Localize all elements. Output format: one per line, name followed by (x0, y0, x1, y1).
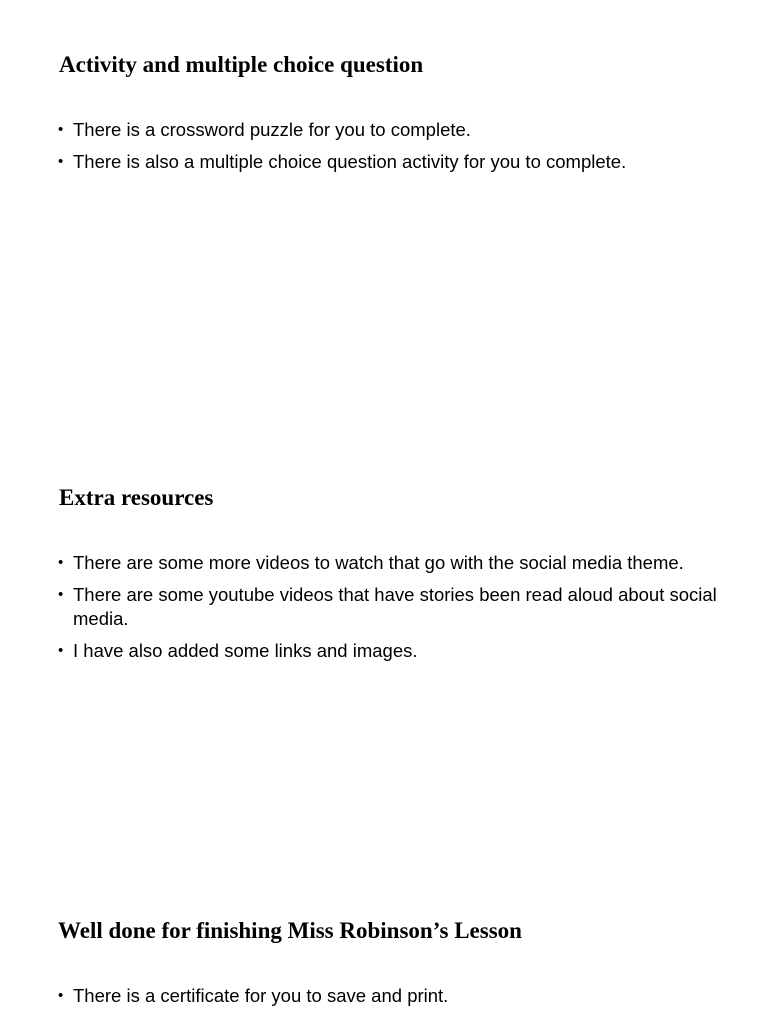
bullet-item (58, 984, 718, 1008)
bullet-item (58, 583, 718, 631)
bullet-icon: • (58, 554, 64, 571)
bullet-icon: • (58, 642, 64, 659)
bullet-text: There are some youtube videos that have stories been read aloud about social media. (73, 584, 717, 629)
bullet-item (58, 118, 718, 142)
bullet-icon: • (58, 586, 64, 603)
section-heading: Extra resources (59, 485, 214, 510)
section-heading: Activity and multiple choice question (59, 52, 424, 77)
bullet-item (58, 150, 718, 174)
section-heading: Well done for finishing Miss Robinson’s Lesson (58, 918, 522, 943)
bullet-text: There are some more videos to watch that go with the social media theme. (73, 552, 684, 573)
bullet-text: There is also a multiple choice question activity for you to complete. (73, 151, 627, 172)
bullet-list (58, 118, 718, 182)
bullet-text: There is a certificate for you to save and print. (73, 985, 449, 1006)
bullet-list (58, 984, 718, 1016)
bullet-list (58, 551, 718, 671)
bullet-icon: • (58, 987, 64, 1004)
bullet-text: There is a crossword puzzle for you to complete. (73, 119, 471, 140)
bullet-item (58, 639, 718, 663)
bullet-item (58, 551, 718, 575)
bullet-icon: • (58, 153, 64, 170)
bullet-text: I have also added some links and images. (73, 640, 418, 661)
bullet-icon: • (58, 121, 64, 138)
